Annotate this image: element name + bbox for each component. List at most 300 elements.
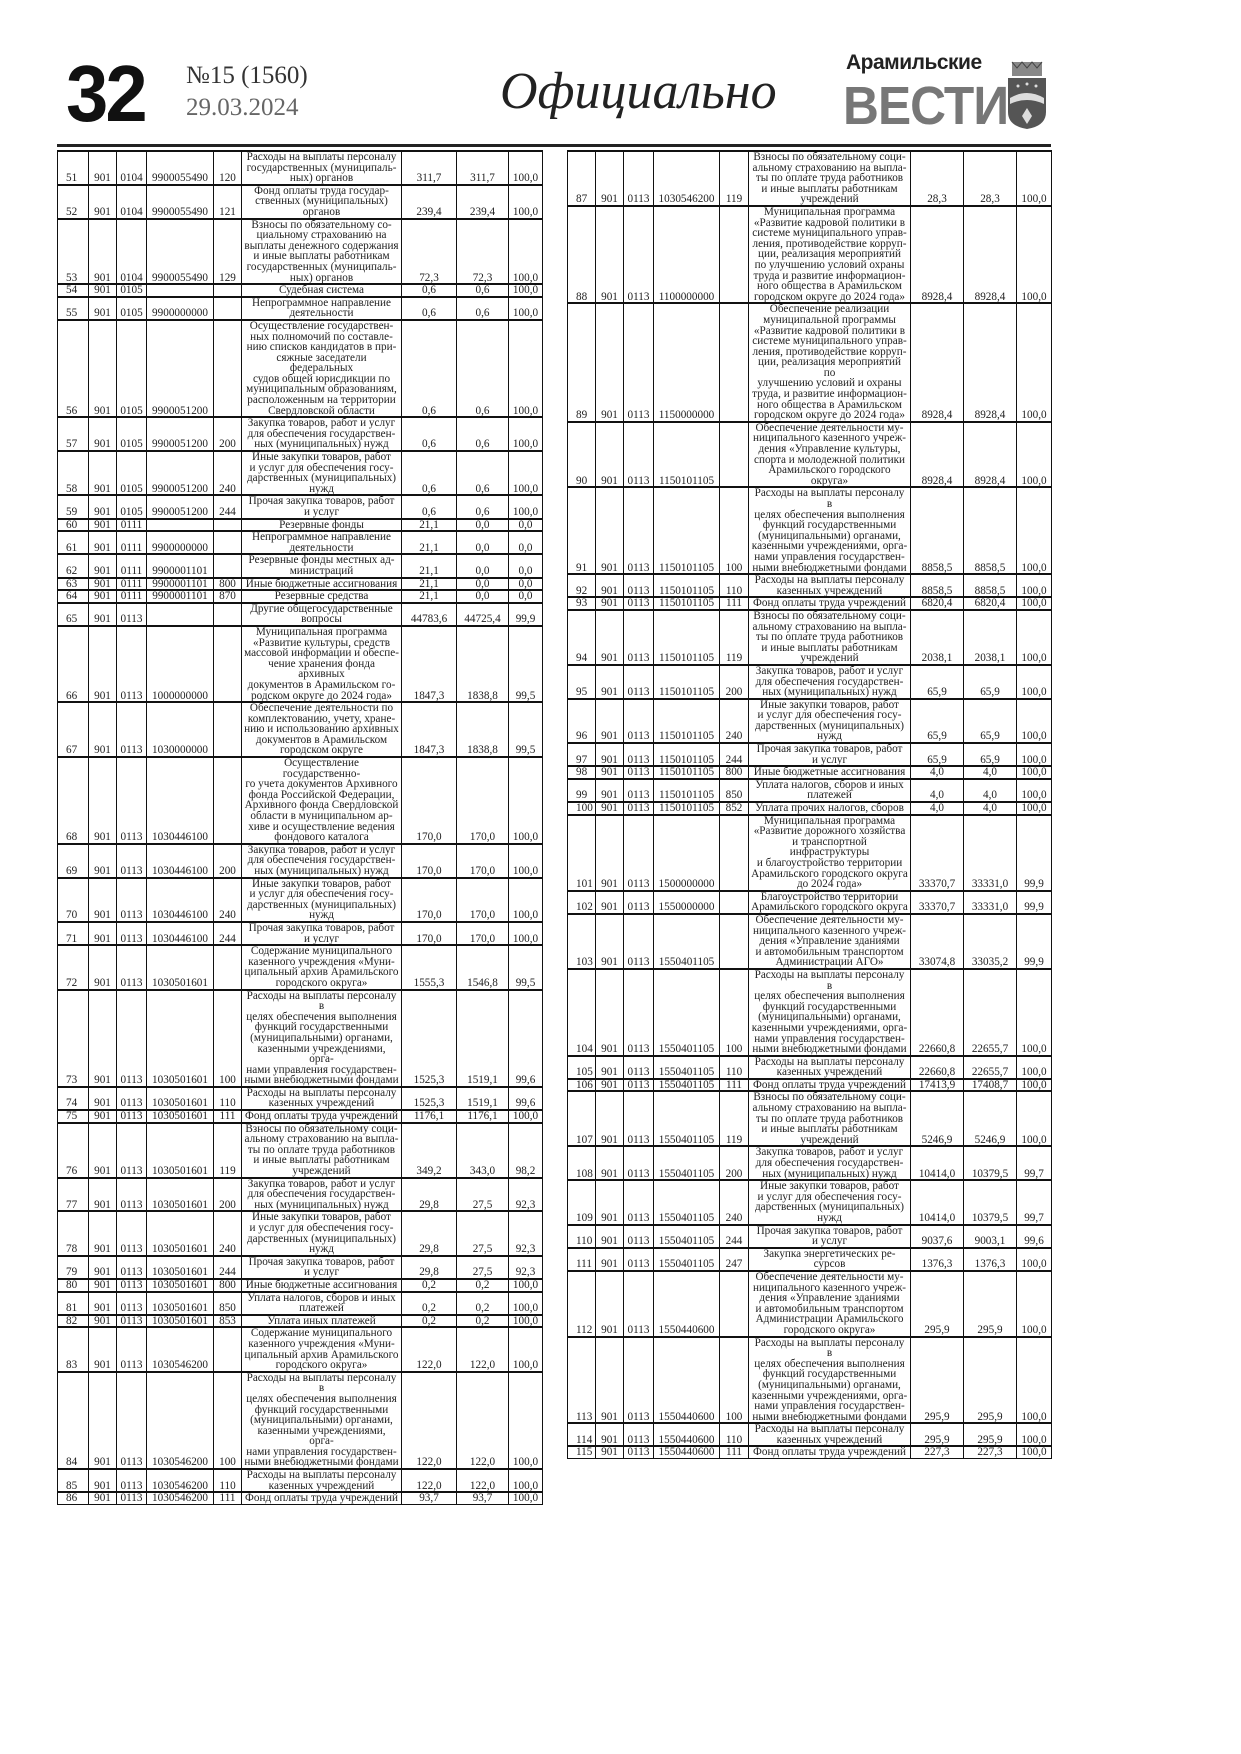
table-row	[58, 1469, 543, 1492]
target-code: 1030501601	[147, 1211, 214, 1255]
description: Расходы на выплаты персоналу в целях обеспечения выполнения функций государственными (муниципальными) органами, казенными учреждениями, орга- нами управления государствен- ными внебюджетными фондами	[749, 1337, 911, 1424]
table-row	[58, 1492, 543, 1504]
section-code: 0113	[624, 1146, 654, 1180]
planned-amount: 21,1	[402, 531, 457, 554]
section-code: 0113	[117, 1315, 147, 1328]
admin-code: 901	[596, 1180, 624, 1224]
expense-type: 200	[720, 1146, 749, 1180]
expense-type: 244	[214, 1256, 242, 1279]
admin-code: 901	[89, 1315, 117, 1328]
actual-amount: 0,6	[457, 417, 509, 451]
planned-amount: 4,0	[911, 779, 964, 802]
row-number: 79	[58, 1256, 89, 1279]
budget-table-right	[567, 150, 1052, 1459]
actual-amount: 8858,5	[964, 574, 1017, 597]
actual-amount: 0,6	[457, 451, 509, 495]
expense-type: 240	[214, 1211, 242, 1255]
admin-code: 901	[596, 1079, 624, 1092]
percent-executed: 99,5	[509, 945, 543, 989]
table-row	[568, 1091, 1052, 1146]
row-number: 113	[568, 1337, 596, 1424]
expense-type: 800	[214, 1279, 242, 1292]
planned-amount: 22660,8	[911, 969, 964, 1056]
actual-amount: 1838,8	[457, 626, 509, 702]
row-number: 93	[568, 597, 596, 610]
table-row	[58, 590, 543, 603]
expense-type: 100	[214, 1372, 242, 1469]
section-code: 0113	[117, 844, 147, 878]
percent-executed: 100,0	[1017, 574, 1052, 597]
target-code: 9900051200	[147, 495, 214, 518]
section-code: 0105	[117, 320, 147, 417]
section-code: 0113	[624, 891, 654, 914]
description: Муниципальная программа «Развитие кадровой политики в системе муниципального управ- ления, противодействие корруп- ции, реализация мероприятий по улучшению условий охраны труда и развитие информацион- ного общества в Арамильском городском округе до 2024 года»	[749, 206, 911, 303]
expense-type: 110	[720, 574, 749, 597]
actual-amount: 8858,5	[964, 487, 1017, 574]
table-row	[58, 1087, 543, 1110]
description: Иные закупки товаров, работ и услуг для обеспечения госу- дарственных (муниципальных) нужд	[242, 878, 402, 922]
actual-amount: 170,0	[457, 922, 509, 945]
expense-type: 850	[214, 1292, 242, 1315]
section-code: 0111	[117, 578, 147, 591]
target-code: 1030501601	[147, 990, 214, 1087]
planned-amount: 0,6	[402, 320, 457, 417]
admin-code: 901	[596, 597, 624, 610]
description: Фонд оплаты труда учреждений	[749, 1446, 911, 1458]
page-number: 32	[66, 49, 145, 138]
percent-executed: 100,0	[509, 451, 543, 495]
row-number: 62	[58, 554, 89, 577]
row-number: 70	[58, 878, 89, 922]
expense-type: 119	[720, 151, 749, 206]
percent-executed: 100,0	[509, 320, 543, 417]
row-number: 99	[568, 779, 596, 802]
expense-type: 240	[720, 1180, 749, 1224]
percent-executed: 92,3	[509, 1256, 543, 1279]
admin-code: 901	[89, 320, 117, 417]
table-row	[568, 1079, 1052, 1092]
section-code: 0113	[624, 665, 654, 699]
percent-executed: 100,0	[509, 922, 543, 945]
percent-executed: 100,0	[1017, 779, 1052, 802]
row-number: 57	[58, 417, 89, 451]
table-row	[568, 779, 1052, 802]
description: Прочая закупка товаров, работ и услуг	[242, 495, 402, 518]
description: Расходы на выплаты персоналу государственных (муниципаль- ных) органов	[242, 151, 402, 185]
issue-number: №15 (1560)	[186, 62, 308, 89]
section-code: 0113	[117, 626, 147, 702]
expense-type: 111	[214, 1492, 242, 1504]
section-code: 0113	[624, 1423, 654, 1446]
description: Иные закупки товаров, работ и услуг для обеспечения госу- дарственных (муниципальных) нужд	[242, 1211, 402, 1255]
planned-amount: 21,1	[402, 519, 457, 532]
section-code: 0104	[117, 219, 147, 285]
actual-amount: 295,9	[964, 1423, 1017, 1446]
section-code: 0113	[117, 1372, 147, 1469]
target-code: 1150000000	[654, 303, 720, 422]
planned-amount: 29,8	[402, 1178, 457, 1212]
target-code: 1150101105	[654, 610, 720, 665]
description: Фонд оплаты труда учреждений	[242, 1492, 402, 1504]
percent-executed: 99,9	[1017, 914, 1052, 969]
target-code: 1030501601	[147, 1315, 214, 1328]
row-number: 96	[568, 699, 596, 743]
actual-amount: 122,0	[457, 1372, 509, 1469]
target-code: 9900055490	[147, 219, 214, 285]
target-code: 1030501601	[147, 1279, 214, 1292]
planned-amount: 29,8	[402, 1211, 457, 1255]
actual-amount: 0,0	[457, 578, 509, 591]
description: Фонд оплаты труда учреждений	[749, 1079, 911, 1092]
admin-code: 901	[89, 922, 117, 945]
section-code: 0113	[624, 914, 654, 969]
section-code: 0113	[117, 1110, 147, 1123]
target-code: 1150101105	[654, 779, 720, 802]
actual-amount: 2038,1	[964, 610, 1017, 665]
admin-code: 901	[89, 1492, 117, 1504]
description: Взносы по обязательному соци- альному страхованию на выпла- ты по оплате труда работников и иные выплаты работникам учреждений	[749, 151, 911, 206]
table-row	[58, 1123, 543, 1178]
percent-executed: 100,0	[509, 1315, 543, 1328]
description: Обеспечение деятельности му- ниципального казенного учреж- дения «Управление культуры, спорта и молодежной политики Арамильского городского округа»	[749, 422, 911, 488]
expense-type: 870	[214, 590, 242, 603]
row-number: 53	[58, 219, 89, 285]
actual-amount: 27,5	[457, 1178, 509, 1212]
expense-type: 119	[720, 610, 749, 665]
target-code: 1550401105	[654, 969, 720, 1056]
table-row	[568, 699, 1052, 743]
actual-amount: 1519,1	[457, 1087, 509, 1110]
admin-code: 901	[596, 1146, 624, 1180]
section-code: 0111	[117, 590, 147, 603]
percent-executed: 99,6	[509, 990, 543, 1087]
expense-type	[720, 303, 749, 422]
actual-amount: 8928,4	[964, 422, 1017, 488]
planned-amount: 170,0	[402, 757, 457, 844]
section-code: 0113	[117, 1292, 147, 1315]
admin-code: 901	[89, 1178, 117, 1212]
expense-type: 200	[214, 844, 242, 878]
description: Расходы на выплаты персоналу в целях обеспечения выполнения функций государственными (муниципальными) органами, казенными учреждениями, орга- нами управления государствен- ными внебюджетными фондами	[749, 969, 911, 1056]
admin-code: 901	[89, 990, 117, 1087]
percent-executed: 99,5	[509, 702, 543, 757]
description: Непрограммное направление деятельности	[242, 531, 402, 554]
row-number: 75	[58, 1110, 89, 1123]
actual-amount: 44725,4	[457, 603, 509, 626]
admin-code: 901	[596, 1271, 624, 1337]
table-row	[58, 320, 543, 417]
section-code: 0113	[624, 766, 654, 779]
section-code: 0111	[117, 519, 147, 532]
planned-amount: 17413,9	[911, 1079, 964, 1092]
actual-amount: 10379,5	[964, 1180, 1017, 1224]
table-row	[58, 554, 543, 577]
expense-type: 121	[214, 185, 242, 219]
percent-executed: 99,6	[509, 1087, 543, 1110]
description: Иные бюджетные ассигнования	[749, 766, 911, 779]
actual-amount: 122,0	[457, 1469, 509, 1492]
description: Резервные средства	[242, 590, 402, 603]
row-number: 109	[568, 1180, 596, 1224]
percent-executed: 100,0	[509, 878, 543, 922]
actual-amount: 5246,9	[964, 1091, 1017, 1146]
expense-type: 110	[214, 1087, 242, 1110]
row-number: 85	[58, 1469, 89, 1492]
section-code: 0113	[624, 422, 654, 488]
planned-amount: 4,0	[911, 766, 964, 779]
target-code: 1030501601	[147, 1256, 214, 1279]
row-number: 88	[568, 206, 596, 303]
target-code: 1030546200	[654, 151, 720, 206]
planned-amount: 33370,7	[911, 891, 964, 914]
table-row	[568, 1225, 1052, 1248]
row-number: 81	[58, 1292, 89, 1315]
section-code: 0113	[117, 878, 147, 922]
description: Иные бюджетные ассигнования	[242, 578, 402, 591]
planned-amount: 1525,3	[402, 990, 457, 1087]
percent-executed: 99,9	[1017, 815, 1052, 891]
section-code: 0113	[624, 1079, 654, 1092]
description: Фонд оплаты труда учреждений	[242, 1110, 402, 1123]
admin-code: 901	[596, 1423, 624, 1446]
planned-amount: 65,9	[911, 743, 964, 766]
admin-code: 901	[89, 945, 117, 989]
planned-amount: 1847,3	[402, 626, 457, 702]
actual-amount: 0,2	[457, 1292, 509, 1315]
percent-executed: 100,0	[509, 757, 543, 844]
row-number: 114	[568, 1423, 596, 1446]
planned-amount: 72,3	[402, 219, 457, 285]
planned-amount: 93,7	[402, 1492, 457, 1504]
percent-executed: 100,0	[1017, 766, 1052, 779]
expense-type	[720, 422, 749, 488]
admin-code: 901	[596, 574, 624, 597]
section-code: 0113	[624, 1271, 654, 1337]
planned-amount: 1176,1	[402, 1110, 457, 1123]
description: Прочая закупка товаров, работ и услуг	[242, 922, 402, 945]
percent-executed: 100,0	[509, 1469, 543, 1492]
section-code: 0113	[117, 1211, 147, 1255]
target-code: 1030501601	[147, 1087, 214, 1110]
actual-amount: 9003,1	[964, 1225, 1017, 1248]
budget-table-left	[57, 150, 543, 1505]
planned-amount: 0,2	[402, 1315, 457, 1328]
section-code: 0113	[117, 990, 147, 1087]
admin-code: 901	[596, 969, 624, 1056]
planned-amount: 21,1	[402, 578, 457, 591]
section-code: 0113	[624, 1225, 654, 1248]
admin-code: 901	[596, 1225, 624, 1248]
admin-code: 901	[596, 743, 624, 766]
row-number: 90	[568, 422, 596, 488]
percent-executed: 100,0	[509, 1492, 543, 1504]
percent-executed: 98,2	[509, 1123, 543, 1178]
percent-executed: 100,0	[1017, 1079, 1052, 1092]
row-number: 91	[568, 487, 596, 574]
target-code: 9900051200	[147, 451, 214, 495]
percent-executed: 100,0	[1017, 969, 1052, 1056]
target-code: 1030446100	[147, 878, 214, 922]
expense-type	[720, 914, 749, 969]
section-code: 0113	[117, 603, 147, 626]
section-code: 0105	[117, 417, 147, 451]
planned-amount: 33074,8	[911, 914, 964, 969]
target-code: 1550401105	[654, 1056, 720, 1079]
row-number: 69	[58, 844, 89, 878]
target-code: 1150101105	[654, 665, 720, 699]
target-code: 1030446100	[147, 844, 214, 878]
planned-amount: 0,6	[402, 284, 457, 297]
coat-of-arms-icon	[1004, 60, 1050, 130]
row-number: 89	[568, 303, 596, 422]
section-code: 0113	[624, 487, 654, 574]
table-row	[568, 610, 1052, 665]
table-row	[58, 531, 543, 554]
section-code: 0113	[624, 779, 654, 802]
percent-executed: 0,0	[509, 554, 543, 577]
description: Содержание муниципального казенного учреждения «Муни- ципальный архив Арамильского городского округа»	[242, 945, 402, 989]
admin-code: 901	[89, 1123, 117, 1178]
table-row	[568, 1337, 1052, 1424]
actual-amount: 311,7	[457, 151, 509, 185]
admin-code: 901	[596, 303, 624, 422]
description: Муниципальная программа «Развитие культуры, средств массовой информации и обеспе- чение хранения фонда архивных документов в Арамильском го- родском округе до 2024 года»	[242, 626, 402, 702]
expense-type	[214, 284, 242, 297]
actual-amount: 1176,1	[457, 1110, 509, 1123]
planned-amount: 1847,3	[402, 702, 457, 757]
section-code: 0113	[117, 1492, 147, 1504]
section-code: 0113	[624, 802, 654, 815]
description: Другие общегосударственные вопросы	[242, 603, 402, 626]
section-code: 0105	[117, 297, 147, 320]
section-code: 0113	[117, 1123, 147, 1178]
target-code: 1500000000	[654, 815, 720, 891]
row-number: 63	[58, 578, 89, 591]
section-code: 0113	[624, 969, 654, 1056]
table-row	[568, 487, 1052, 574]
logo-main-text: ВЕСТИ	[843, 76, 1009, 136]
description: Резервные фонды местных ад- министраций	[242, 554, 402, 577]
table-row	[568, 891, 1052, 914]
planned-amount: 21,1	[402, 554, 457, 577]
description: Обеспечение деятельности му- ниципального казенного учреж- дения «Управление зданиями и автомобильным транспортом Администрации АГО»	[749, 914, 911, 969]
expense-type	[214, 945, 242, 989]
actual-amount: 4,0	[964, 802, 1017, 815]
expense-type: 111	[720, 1446, 749, 1458]
percent-executed: 100,0	[509, 1327, 543, 1371]
admin-code: 901	[596, 699, 624, 743]
planned-amount: 65,9	[911, 665, 964, 699]
table-row	[568, 1423, 1052, 1446]
description: Закупка товаров, работ и услуг для обеспечения государствен- ных (муниципальных) нужд	[749, 1146, 911, 1180]
planned-amount: 10414,0	[911, 1146, 964, 1180]
table-row	[58, 495, 543, 518]
planned-amount: 0,2	[402, 1279, 457, 1292]
expense-type	[214, 1327, 242, 1371]
row-number: 77	[58, 1178, 89, 1212]
actual-amount: 0,2	[457, 1315, 509, 1328]
table-row	[58, 151, 543, 185]
percent-executed: 99,5	[509, 626, 543, 702]
description: Закупка товаров, работ и услуг для обеспечения государствен- ных (муниципальных) нужд	[242, 844, 402, 878]
expense-type: 111	[720, 597, 749, 610]
percent-executed: 100,0	[509, 417, 543, 451]
actual-amount: 65,9	[964, 699, 1017, 743]
row-number: 83	[58, 1327, 89, 1371]
row-number: 54	[58, 284, 89, 297]
actual-amount: 65,9	[964, 665, 1017, 699]
admin-code: 901	[89, 284, 117, 297]
admin-code: 901	[596, 610, 624, 665]
description: Обеспечение реализации муниципальной программы «Развитие кадровой политики в системе муниципального управ- ления, противодействие корруп- ции, реализация мероприятий по улучшению условий и охраны труда, и развитие информацион- ного общества в Арамильском городском округе до 2024 года»	[749, 303, 911, 422]
planned-amount: 0,6	[402, 417, 457, 451]
target-code: 1150101105	[654, 699, 720, 743]
percent-executed: 100,0	[1017, 487, 1052, 574]
percent-executed: 100,0	[1017, 1091, 1052, 1146]
expense-type	[214, 320, 242, 417]
description: Иные закупки товаров, работ и услуг для обеспечения госу- дарственных (муниципальных) нужд	[749, 699, 911, 743]
planned-amount: 28,3	[911, 151, 964, 206]
expense-type: 247	[720, 1248, 749, 1271]
actual-amount: 4,0	[964, 766, 1017, 779]
table-row	[58, 702, 543, 757]
admin-code: 901	[596, 1446, 624, 1458]
row-number: 104	[568, 969, 596, 1056]
planned-amount: 10414,0	[911, 1180, 964, 1224]
section-code: 0104	[117, 185, 147, 219]
target-code: 1550401105	[654, 1248, 720, 1271]
row-number: 92	[568, 574, 596, 597]
description: Резервные фонды	[242, 519, 402, 532]
admin-code: 901	[596, 206, 624, 303]
table-row	[58, 1279, 543, 1292]
description: Прочая закупка товаров, работ и услуг	[749, 1225, 911, 1248]
actual-amount: 1838,8	[457, 702, 509, 757]
target-code: 1000000000	[147, 626, 214, 702]
section-code: 0113	[117, 1469, 147, 1492]
section-code: 0111	[117, 554, 147, 577]
section-code: 0113	[117, 922, 147, 945]
admin-code: 901	[89, 1279, 117, 1292]
percent-executed: 100,0	[1017, 1446, 1052, 1458]
admin-code: 901	[596, 422, 624, 488]
table-row	[568, 1446, 1052, 1458]
target-code: 1030546200	[147, 1492, 214, 1504]
section-code: 0113	[624, 151, 654, 206]
table-row	[568, 802, 1052, 815]
description: Закупка энергетических ре- сурсов	[749, 1248, 911, 1271]
row-number: 111	[568, 1248, 596, 1271]
target-code: 1030501601	[147, 1292, 214, 1315]
target-code: 1550401105	[654, 914, 720, 969]
planned-amount: 0,6	[402, 451, 457, 495]
table-row	[58, 922, 543, 945]
expense-type: 852	[720, 802, 749, 815]
target-code: 9900055490	[147, 151, 214, 185]
description: Расходы на выплаты персоналу в целях обеспечения выполнения функций государственными (муниципальными) органами, казенными учреждениями, орга- нами управления государствен- ными внебюджетными фондами	[749, 487, 911, 574]
description: Взносы по обязательному соци- альному страхованию на выпла- ты по оплате труда работников и иные выплаты работникам учреждений	[749, 1091, 911, 1146]
expense-type	[720, 206, 749, 303]
target-code: 1100000000	[654, 206, 720, 303]
percent-executed: 100,0	[509, 1110, 543, 1123]
table-row	[568, 206, 1052, 303]
row-number: 68	[58, 757, 89, 844]
target-code: 1030501601	[147, 1123, 214, 1178]
percent-executed: 100,0	[509, 151, 543, 185]
table-row	[568, 303, 1052, 422]
percent-executed: 100,0	[1017, 699, 1052, 743]
description: Расходы на выплаты персоналу казенных учреждений	[242, 1087, 402, 1110]
